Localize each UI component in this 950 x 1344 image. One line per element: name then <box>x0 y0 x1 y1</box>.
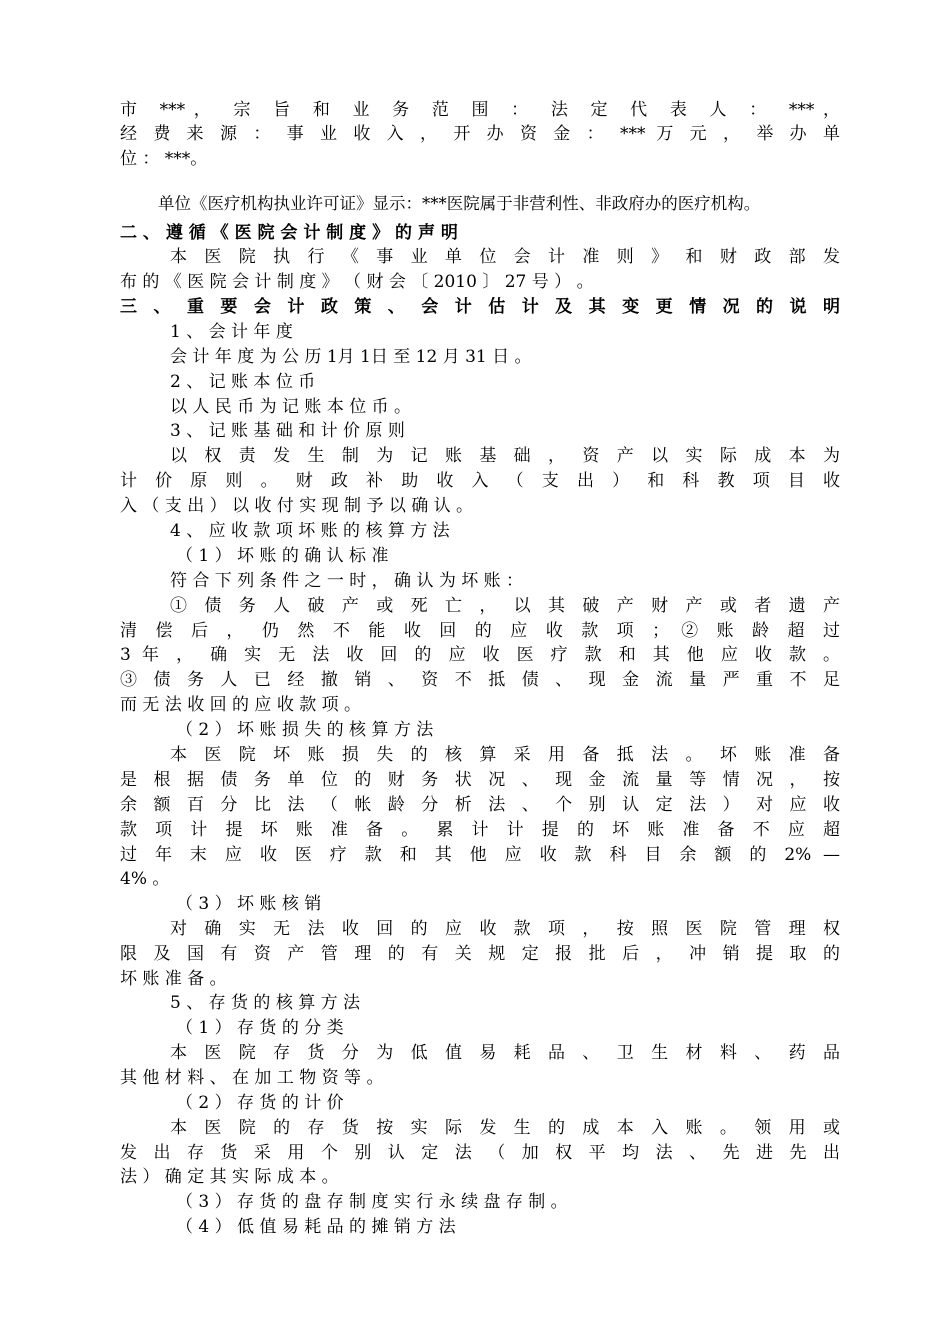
text-line: 本 医 院 存 货 分 为 低 值 易 耗 品 、 卫 生 材 料 、 药 品 <box>170 1043 840 1063</box>
subsection-heading: 2 、 记 账 本 位 币 <box>170 372 316 392</box>
subsection-heading: （ 1 ） 坏 账 的 确 认 标 准 <box>176 546 389 566</box>
text-line: 以 权 责 发 生 制 为 记 账 基 础 ， 资 产 以 实 际 成 本 为 <box>170 446 840 466</box>
text-line: 本 医 院 坏 账 损 失 的 核 算 采 用 备 抵 法 。 坏 账 准 备 <box>170 745 840 765</box>
text-line: 市 ***， 宗 旨 和 业 务 范 围 ： 法 定 代 表 人 ： ***， <box>120 100 840 120</box>
text-line: 其 他 材 料 、 在 加 工 物 资 等 。 <box>120 1068 384 1088</box>
text-line: 位 ： ***。 <box>120 149 208 169</box>
text-line: 发 出 存 货 采 用 个 别 认 定 法 （ 加 权 平 均 法 、 先 进 先 出 <box>120 1143 840 1163</box>
text-line: 本 医 院 的 存 货 按 实 际 发 生 的 成 本 入 账 。 领 用 或 <box>170 1118 840 1138</box>
section-heading: 三 、 重 要 会 计 政 策 、 会 计 估 计 及 其 变 更 情 况 的 说 明 <box>120 297 840 317</box>
text-line: 布 的 《 医 院 会 计 制 度 》 （ 财 会 〔 2010 〕 27 号 ） 。 <box>120 272 594 292</box>
text-line: 法 ） 确 定 其 实 际 成 本 。 <box>120 1167 339 1187</box>
subsection-heading: （ 3 ） 存 货 的 盘 存 制 度 实 行 永 续 盘 存 制 。 <box>176 1192 568 1212</box>
text-line: 过 年 末 应 收 医 疗 款 和 其 他 应 收 款 科 目 余 额 的 2% — <box>120 845 840 865</box>
text-line: 符 合 下 列 条 件 之 一 时 ， 确 认 为 坏 账 ： <box>170 571 524 591</box>
text-line: 清 偿 后 ， 仍 然 不 能 收 回 的 应 收 款 项 ； ② 账 龄 超 过 <box>120 621 840 641</box>
text-line: 款 项 计 提 坏 账 准 备 。 累 计 计 提 的 坏 账 准 备 不 应 超 <box>120 820 840 840</box>
subsection-heading: 4 、 应 收 款 项 坏 账 的 核 算 方 法 <box>170 521 450 541</box>
subsection-heading: （ 3 ） 坏 账 核 销 <box>176 894 322 914</box>
subsection-heading: （ 1 ） 存 货 的 分 类 <box>176 1018 344 1038</box>
subsection-heading: 3 、 记 账 基 础 和 计 价 原 则 <box>170 421 405 441</box>
text-line: 余 额 百 分 比 法 （ 帐 龄 分 析 法 、 个 别 认 定 法 ） 对 应 收 <box>120 795 840 815</box>
text-line: 单位《医疗机构执业许可证》显示：***医院属于非营利性、非政府办的医疗机构。 <box>158 194 761 213</box>
text-line: 经 费 来 源 ： 事 业 收 入 ， 开 办 资 金 ： *** 万 元 ， 举 办 单 <box>120 124 840 144</box>
subsection-heading: 1 、 会 计 年 度 <box>170 322 293 342</box>
text-line: 以 人 民 币 为 记 账 本 位 币 。 <box>170 397 412 417</box>
subsection-heading: （ 2 ） 存 货 的 计 价 <box>176 1093 344 1113</box>
text-line: 而 无 法 收 回 的 应 收 款 项 。 <box>120 695 362 715</box>
text-line: 4% 。 <box>120 869 170 889</box>
section-heading: 二 、 遵 循 《 医 院 会 计 制 度 》 的 声 明 <box>120 223 458 243</box>
text-line: 坏 账 准 备 。 <box>120 969 227 989</box>
text-line: 会 计 年 度 为 公 历 1月 1日 至 12 月 31 日 。 <box>170 347 532 367</box>
text-line: 是 根 据 债 务 单 位 的 财 务 状 况 、 现 金 流 量 等 情 况 ， 按 <box>120 770 840 790</box>
text-line: 对 确 实 无 法 收 回 的 应 收 款 项 ， 按 照 医 院 管 理 权 <box>170 919 840 939</box>
subsection-heading: （ 4 ） 低 值 易 耗 品 的 摊 销 方 法 <box>176 1217 456 1237</box>
text-line: ③ 债 务 人 已 经 撤 销 、 资 不 抵 债 、 现 金 流 量 严 重 不 足 <box>120 670 840 690</box>
text-line: 限 及 国 有 资 产 管 理 的 有 关 规 定 报 批 后 ， 冲 销 提 取 的 <box>120 944 840 964</box>
subsection-heading: 5 、 存 货 的 核 算 方 法 <box>170 993 361 1013</box>
text-line: 本 医 院 执 行 《 事 业 单 位 会 计 准 则 》 和 财 政 部 发 <box>170 247 840 267</box>
text-line: 3 年 ， 确 实 无 法 收 回 的 应 收 医 疗 款 和 其 他 应 收 款 。 <box>120 645 840 665</box>
subsection-heading: （ 2 ） 坏 账 损 失 的 核 算 方 法 <box>176 720 434 740</box>
text-line: ① 债 务 人 破 产 或 死 亡 ， 以 其 破 产 财 产 或 者 遗 产 <box>170 596 840 616</box>
text-line: 入 （ 支 出 ） 以 收 付 实 现 制 予 以 确 认 。 <box>120 496 474 516</box>
text-line: 计 价 原 则 。 财 政 补 助 收 入 （ 支 出 ） 和 科 教 项 目 收 <box>120 471 840 491</box>
